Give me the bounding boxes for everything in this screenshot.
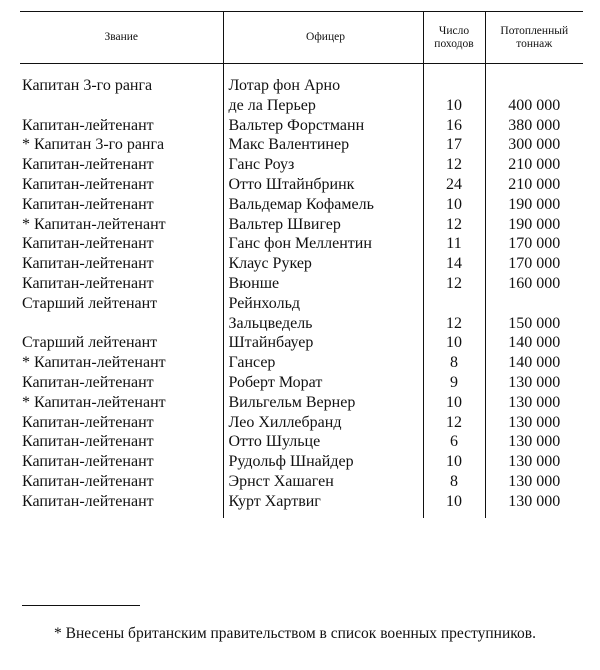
cell-rank: Капитан 3-го ранга (22, 77, 153, 94)
cell-rank: Капитан-лейтенант (22, 413, 154, 431)
header-officer: Офицер (223, 12, 423, 64)
cell-officer: Штайнбауер (223, 333, 423, 353)
table-row (20, 452, 583, 472)
table-row (20, 294, 583, 314)
cell-officer: Курт Хартвиг (223, 492, 423, 518)
cell-rank: Капитан-лейтенант (22, 235, 154, 253)
cell-rank: * Капитан-лейтенант (22, 393, 166, 411)
cell-tonnage: 130 000 (485, 452, 583, 472)
cell-tonnage: 140 000 (485, 333, 583, 353)
cell-patrols: 10 (423, 492, 485, 518)
cell-tonnage: 400 000 (485, 96, 583, 116)
cell-rank: * Капитан 3-го ранга (22, 136, 165, 154)
cell-officer: Рудольф Шнайдер (223, 452, 423, 472)
table-row (20, 195, 583, 215)
footnote: * Внесены британским правительством в список военных преступников. (54, 625, 536, 642)
cell-patrols: 16 (423, 116, 485, 136)
cell-tonnage: 130 000 (485, 472, 583, 492)
cell-rank: Капитан-лейтенант (22, 274, 154, 292)
cell-tonnage: 190 000 (485, 195, 583, 215)
table-row (20, 215, 583, 235)
cell-patrols: 12 (423, 155, 485, 175)
cell-patrols (423, 294, 485, 314)
cell-rank: Капитан-лейтенант (22, 116, 154, 134)
cell-tonnage: 150 000 (485, 314, 583, 334)
cell-officer: Вюнше (223, 274, 423, 294)
cell-tonnage (485, 76, 583, 96)
table-row (20, 254, 583, 274)
cell-officer: Рейнхольд (223, 294, 423, 314)
cell-rank (20, 96, 223, 116)
cell-officer: Клаус Рукер (223, 254, 423, 274)
table-row (20, 96, 583, 116)
cell-patrols: 12 (423, 413, 485, 433)
cell-patrols: 17 (423, 135, 485, 155)
cell-rank (20, 314, 223, 334)
footnote-rule (22, 605, 140, 606)
cell-tonnage: 380 000 (485, 116, 583, 136)
table-row (20, 314, 583, 334)
cell-officer: Эрнст Хашаген (223, 472, 423, 492)
table-row (20, 175, 583, 195)
cell-rank: Капитан-лейтенант (22, 255, 154, 273)
cell-tonnage: 130 000 (485, 393, 583, 413)
cell-officer: Лотар фон Арно (223, 76, 423, 96)
table-row (20, 472, 583, 492)
cell-patrols: 10 (423, 195, 485, 215)
cell-officer: Отто Шульце (223, 432, 423, 452)
cell-patrols: 10 (423, 96, 485, 116)
cell-tonnage: 190 000 (485, 215, 583, 235)
table-row (20, 413, 583, 433)
table-row (20, 432, 583, 452)
cell-rank: Капитан-лейтенант (22, 472, 154, 490)
cell-tonnage (485, 294, 583, 314)
table-row (20, 274, 583, 294)
cell-tonnage: 140 000 (485, 353, 583, 373)
cell-patrols: 10 (423, 393, 485, 413)
table-row (20, 393, 583, 413)
header-rank: Звание (20, 12, 223, 64)
cell-rank: * Капитан-лейтенант (22, 354, 166, 372)
table-row (20, 76, 583, 96)
cell-tonnage: 130 000 (485, 413, 583, 433)
cell-tonnage: 160 000 (485, 274, 583, 294)
cell-patrols: 11 (423, 234, 485, 254)
cell-officer: Вальтер Форстманн (223, 116, 423, 136)
cell-tonnage: 130 000 (485, 432, 583, 452)
cell-rank: Капитан-лейтенант (22, 453, 154, 471)
table-row (20, 373, 583, 393)
table-body (20, 64, 583, 518)
table-row (20, 353, 583, 373)
cell-rank: Капитан-лейтенант (22, 195, 154, 213)
cell-patrols: 24 (423, 175, 485, 195)
table-row (20, 234, 583, 254)
cell-patrols: 6 (423, 432, 485, 452)
cell-officer: Ганс фон Меллентин (223, 234, 423, 254)
cell-rank: Старший лейтенант (22, 294, 158, 312)
cell-patrols: 12 (423, 215, 485, 235)
cell-tonnage: 170 000 (485, 254, 583, 274)
cell-rank: Капитан-лейтенант (22, 156, 154, 174)
cell-officer: Роберт Морат (223, 373, 423, 393)
cell-officer: Ганс Роуз (223, 155, 423, 175)
cell-officer: Отто Штайнбринк (223, 175, 423, 195)
table-row (20, 116, 583, 136)
cell-patrols (423, 76, 485, 96)
cell-officer: Макс Валентинер (223, 135, 423, 155)
cell-patrols: 8 (423, 472, 485, 492)
cell-officer: Вальдемар Кофамель (223, 195, 423, 215)
table-row (20, 155, 583, 175)
cell-rank: Капитан-лейтенант (22, 492, 154, 510)
cell-patrols: 12 (423, 314, 485, 334)
cell-patrols: 10 (423, 333, 485, 353)
cell-patrols: 12 (423, 274, 485, 294)
cell-officer: де ла Перьер (223, 96, 423, 116)
header-row (20, 12, 583, 64)
cell-tonnage: 210 000 (485, 155, 583, 175)
table-row (20, 492, 583, 518)
cell-tonnage: 300 000 (485, 135, 583, 155)
cell-rank: Капитан-лейтенант (22, 175, 154, 193)
cell-patrols: 9 (423, 373, 485, 393)
table-row (20, 135, 583, 155)
cell-officer: Вальтер Швигер (223, 215, 423, 235)
cell-officer: Зальцведель (223, 314, 423, 334)
cell-officer: Гансер (223, 353, 423, 373)
cell-tonnage: 210 000 (485, 175, 583, 195)
header-tonnage: Потопленный тоннаж (485, 12, 583, 64)
cell-patrols: 14 (423, 254, 485, 274)
cell-rank: * Капитан-лейтенант (22, 215, 166, 233)
cell-rank: Старший лейтенант (22, 334, 158, 352)
cell-tonnage: 170 000 (485, 234, 583, 254)
spacer-row (20, 64, 583, 77)
cell-patrols: 10 (423, 452, 485, 472)
cell-rank: Капитан-лейтенант (22, 433, 154, 451)
officers-table (20, 11, 583, 518)
cell-tonnage: 130 000 (485, 492, 583, 518)
header-patrols: Число походов (423, 12, 485, 64)
cell-rank: Капитан-лейтенант (22, 373, 154, 391)
cell-officer: Лео Хиллебранд (223, 413, 423, 433)
cell-officer: Вильгельм Вернер (223, 393, 423, 413)
table-row (20, 333, 583, 353)
cell-tonnage: 130 000 (485, 373, 583, 393)
cell-patrols: 8 (423, 353, 485, 373)
